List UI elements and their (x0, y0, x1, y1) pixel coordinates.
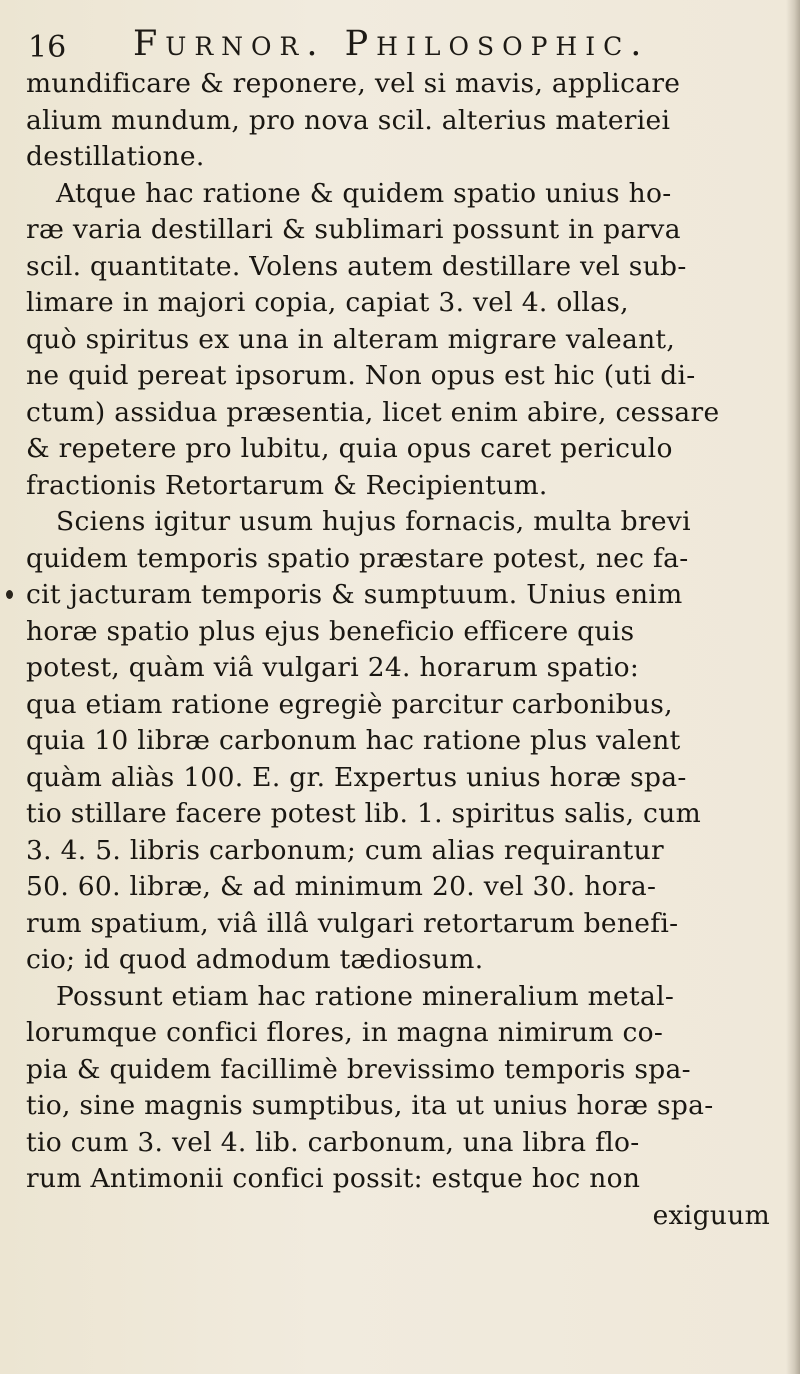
text-line: mundificare & reponere, vel si mavis, applicare (26, 68, 681, 99)
text-line: pia & quidem facillimè brevissimo temporis spa- (26, 1053, 691, 1085)
text-line: rum Antimonii confici possit: estque hoc non (26, 1163, 641, 1194)
text-line: ne quid pereat ipsorum. Non opus est hic (uti di- (26, 360, 696, 391)
text-line: Sciens igitur usum hujus fornacis, multa brevi (56, 506, 691, 537)
page-number: 16 (28, 30, 67, 65)
text-line: Possunt etiam hac ratione mineralium metal- (56, 980, 675, 1012)
text-line: Atque hac ratione & quidem spatio unius ho- (56, 177, 672, 209)
page-edge-shadow (786, 0, 800, 1374)
page-header (28, 18, 768, 70)
text-line: tio stillare facere potest lib. 1. spiritus salis, cum (26, 798, 701, 829)
text-line: quia 10 libræ carbonum hac ratione plus valent (26, 725, 681, 756)
text-line: scil. quantitate. Volens autem destillare vel sub- (26, 250, 687, 282)
text-line: potest, quàm viâ vulgari 24. horarum spatio: (26, 652, 640, 683)
text-line: horæ spatio plus ejus beneficio efficere quis (26, 615, 635, 647)
text-line: alium mundum, pro nova scil. alterius materiei (26, 104, 671, 136)
text-line: lorumque confici flores, in magna nimirum co- (26, 1017, 664, 1048)
running-head: Furnor. Philosophic. (133, 24, 650, 64)
text-line: ctum) assidua præsentia, licet enim abire, cessare (26, 396, 720, 428)
text-line: cit jacturam temporis & sumptuum. Unius enim (26, 579, 683, 610)
text-line: tio, sine magnis sumptibus, ita ut unius horæ spa- (26, 1090, 714, 1121)
margin-ink-spot (6, 590, 13, 599)
text-line: limare in majori copia, capiat 3. vel 4. ollas, (26, 287, 629, 318)
text-line: 3. 4. 5. libris carbonum; cum alias requirantur (26, 834, 664, 866)
catchword: exiguum (652, 1199, 770, 1231)
text-line: destillatione. (26, 141, 205, 172)
text-line: rum spatium, viâ illâ vulgari retortarum benefi- (26, 907, 679, 939)
text-line: 50. 60. libræ, & ad minimum 20. vel 30. hora- (26, 871, 657, 902)
body-text (26, 66, 778, 1234)
text-line: tio cum 3. vel 4. lib. carbonum, una libra flo- (26, 1126, 640, 1158)
text-line: quidem temporis spatio præstare potest, nec fa- (26, 542, 689, 574)
text-line: cio; id quod admodum tædiosum. (26, 944, 484, 975)
text-line: & repetere pro lubitu, quia opus caret periculo (26, 433, 673, 464)
text-line: ræ varia destillari & sublimari possunt in parva (26, 214, 681, 245)
text-line: qua etiam ratione egregiè parcitur carbonibus, (26, 688, 673, 720)
text-line: quò spiritus ex una in alteram migrare valeant, (26, 323, 676, 355)
text-line: fractionis Retortarum & Recipientum. (26, 469, 548, 501)
text-line: quàm aliàs 100. E. gr. Expertus unius horæ spa- (26, 761, 687, 793)
